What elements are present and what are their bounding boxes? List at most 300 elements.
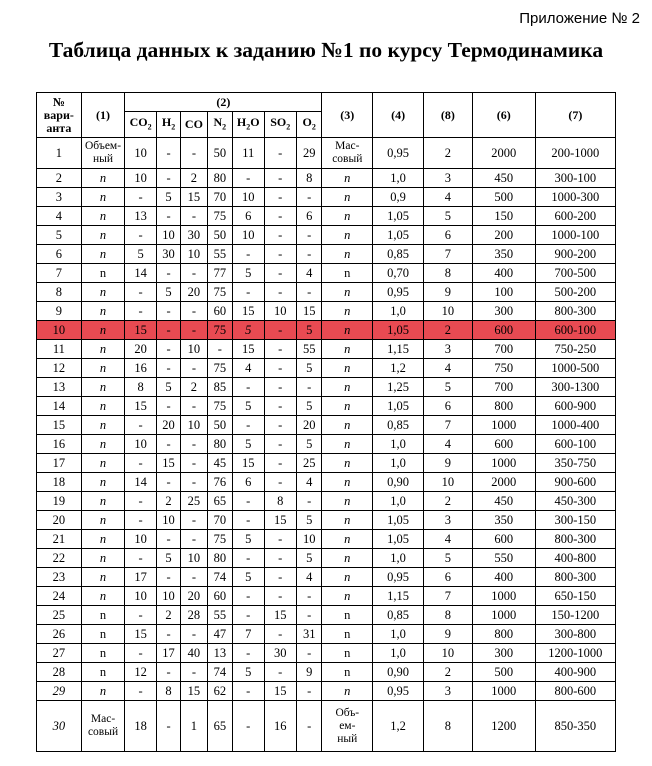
cell-col7: 150-1200 xyxy=(535,606,615,625)
cell-gas-5: - xyxy=(264,530,297,549)
cell-gas-1: - xyxy=(156,169,180,188)
cell-gas-4: - xyxy=(233,606,264,625)
cell-gas-1: 20 xyxy=(156,416,180,435)
cell-col3: n xyxy=(322,207,373,226)
cell-variant: 9 xyxy=(37,302,82,321)
header-col3: (3) xyxy=(322,93,373,138)
cell-gas-6: - xyxy=(297,682,322,701)
cell-col7: 600-100 xyxy=(535,321,615,340)
cell-gas-4: 15 xyxy=(233,302,264,321)
cell-col3: n xyxy=(322,416,373,435)
cell-col7: 300-1300 xyxy=(535,378,615,397)
table-row xyxy=(37,226,616,245)
cell-gas-3: 50 xyxy=(207,138,232,169)
cell-gas-1: 5 xyxy=(156,378,180,397)
cell-gas-3: 76 xyxy=(207,473,232,492)
cell-col8: 5 xyxy=(423,378,472,397)
table-row xyxy=(37,264,616,283)
cell-gas-1: 5 xyxy=(156,188,180,207)
table-row xyxy=(37,138,616,169)
cell-gas-6: 5 xyxy=(297,435,322,454)
cell-gas-0: 15 xyxy=(125,397,156,416)
cell-col7: 300-150 xyxy=(535,511,615,530)
cell-gas-4: 6 xyxy=(233,473,264,492)
cell-col7: 600-100 xyxy=(535,435,615,454)
cell-col4: 1,25 xyxy=(373,378,424,397)
header-gas-2 xyxy=(181,112,207,138)
cell-gas-1: 2 xyxy=(156,492,180,511)
cell-gas-2: - xyxy=(181,663,207,682)
table-row xyxy=(37,435,616,454)
cell-col6: 450 xyxy=(472,492,535,511)
cell-gas-1: - xyxy=(156,435,180,454)
cell-variant: 3 xyxy=(37,188,82,207)
cell-gas-0: - xyxy=(125,644,156,663)
cell-col1: n xyxy=(81,340,125,359)
cell-gas-6: 10 xyxy=(297,530,322,549)
cell-col4: 1,15 xyxy=(373,587,424,606)
cell-gas-2: 28 xyxy=(181,606,207,625)
cell-gas-6: 8 xyxy=(297,169,322,188)
cell-gas-1: - xyxy=(156,340,180,359)
table-row xyxy=(37,245,616,264)
cell-gas-1: 17 xyxy=(156,644,180,663)
cell-col1: Объем- ный xyxy=(81,138,125,169)
header-row-1 xyxy=(37,93,616,112)
cell-gas-2: - xyxy=(181,435,207,454)
cell-gas-5: - xyxy=(264,663,297,682)
cell-col8: 9 xyxy=(423,625,472,644)
cell-gas-0: - xyxy=(125,549,156,568)
cell-gas-6: - xyxy=(297,188,322,207)
cell-gas-3: 47 xyxy=(207,625,232,644)
cell-gas-2: 10 xyxy=(181,549,207,568)
cell-col7: 850-350 xyxy=(535,701,615,752)
cell-gas-3: 65 xyxy=(207,701,232,752)
cell-col1: n xyxy=(81,359,125,378)
cell-variant: 7 xyxy=(37,264,82,283)
header-col8: (8) xyxy=(423,93,472,138)
cell-col6: 600 xyxy=(472,530,535,549)
cell-col3: n xyxy=(322,302,373,321)
cell-col6: 600 xyxy=(472,435,535,454)
cell-gas-3: 55 xyxy=(207,606,232,625)
cell-col8: 7 xyxy=(423,587,472,606)
gas-sub: 2 xyxy=(171,122,176,132)
cell-gas-2: - xyxy=(181,511,207,530)
cell-col4: 0,85 xyxy=(373,416,424,435)
cell-gas-5: 10 xyxy=(264,302,297,321)
cell-col1: n xyxy=(81,169,125,188)
cell-gas-2: - xyxy=(181,302,207,321)
header-gas-5 xyxy=(264,112,297,138)
cell-col8: 7 xyxy=(423,416,472,435)
cell-gas-1: 5 xyxy=(156,283,180,302)
cell-gas-0: 13 xyxy=(125,207,156,226)
gas-base: CO xyxy=(129,114,148,129)
cell-col6: 300 xyxy=(472,302,535,321)
cell-gas-0: 5 xyxy=(125,245,156,264)
cell-gas-4: 5 xyxy=(233,264,264,283)
cell-gas-3: 75 xyxy=(207,397,232,416)
cell-gas-6: - xyxy=(297,492,322,511)
cell-col4: 1,0 xyxy=(373,435,424,454)
cell-gas-1: 10 xyxy=(156,226,180,245)
cell-col3: n xyxy=(322,321,373,340)
cell-col8: 8 xyxy=(423,606,472,625)
cell-gas-3: 80 xyxy=(207,169,232,188)
cell-gas-0: - xyxy=(125,188,156,207)
cell-variant: 20 xyxy=(37,511,82,530)
cell-gas-0: - xyxy=(125,682,156,701)
cell-gas-3: - xyxy=(207,340,232,359)
table-row xyxy=(37,359,616,378)
cell-col3: n xyxy=(322,606,373,625)
cell-gas-0: - xyxy=(125,454,156,473)
cell-gas-2: - xyxy=(181,625,207,644)
cell-col1: n xyxy=(81,283,125,302)
cell-col8: 7 xyxy=(423,245,472,264)
cell-gas-6: 31 xyxy=(297,625,322,644)
cell-col3: n xyxy=(322,549,373,568)
cell-gas-3: 85 xyxy=(207,378,232,397)
cell-col8: 3 xyxy=(423,511,472,530)
cell-col7: 900-200 xyxy=(535,245,615,264)
cell-gas-4: 5 xyxy=(233,663,264,682)
cell-col1: n xyxy=(81,606,125,625)
cell-gas-5: 8 xyxy=(264,492,297,511)
cell-col8: 3 xyxy=(423,682,472,701)
cell-col8: 8 xyxy=(423,701,472,752)
table-row xyxy=(37,682,616,701)
cell-gas-3: 13 xyxy=(207,644,232,663)
cell-col3: n xyxy=(322,492,373,511)
cell-gas-0: - xyxy=(125,302,156,321)
cell-gas-4: 5 xyxy=(233,568,264,587)
cell-col8: 2 xyxy=(423,138,472,169)
cell-gas-2: - xyxy=(181,397,207,416)
cell-col3: n xyxy=(322,226,373,245)
cell-col7: 800-300 xyxy=(535,302,615,321)
cell-variant: 10 xyxy=(37,321,82,340)
cell-col6: 300 xyxy=(472,644,535,663)
cell-gas-3: 75 xyxy=(207,530,232,549)
cell-col7: 750-250 xyxy=(535,340,615,359)
cell-col1: n xyxy=(81,435,125,454)
cell-gas-6: - xyxy=(297,606,322,625)
cell-col6: 800 xyxy=(472,397,535,416)
cell-gas-4: 5 xyxy=(233,397,264,416)
cell-col4: 1,0 xyxy=(373,625,424,644)
cell-gas-4: - xyxy=(233,587,264,606)
cell-gas-0: - xyxy=(125,283,156,302)
cell-gas-6: 20 xyxy=(297,416,322,435)
table-row xyxy=(37,321,616,340)
cell-gas-2: - xyxy=(181,321,207,340)
cell-col7: 600-200 xyxy=(535,207,615,226)
cell-col1: n xyxy=(81,245,125,264)
table-row xyxy=(37,701,616,752)
cell-gas-2: 30 xyxy=(181,226,207,245)
cell-gas-6: 25 xyxy=(297,454,322,473)
cell-gas-3: 50 xyxy=(207,416,232,435)
cell-gas-1: - xyxy=(156,625,180,644)
cell-gas-2: 10 xyxy=(181,245,207,264)
cell-gas-5: - xyxy=(264,283,297,302)
cell-gas-6: 5 xyxy=(297,397,322,416)
header-gas-4 xyxy=(233,112,264,138)
cell-gas-4: 5 xyxy=(233,435,264,454)
cell-gas-6: - xyxy=(297,587,322,606)
cell-col4: 0,95 xyxy=(373,682,424,701)
cell-gas-4: 10 xyxy=(233,226,264,245)
cell-gas-2: - xyxy=(181,359,207,378)
table-row xyxy=(37,644,616,663)
cell-gas-4: 7 xyxy=(233,625,264,644)
header-col1: (1) xyxy=(81,93,125,138)
cell-col1: n xyxy=(81,264,125,283)
cell-col7: 800-300 xyxy=(535,530,615,549)
cell-col3: n xyxy=(322,682,373,701)
cell-col8: 10 xyxy=(423,473,472,492)
table-row xyxy=(37,587,616,606)
cell-variant: 15 xyxy=(37,416,82,435)
cell-col4: 0,95 xyxy=(373,138,424,169)
cell-gas-1: - xyxy=(156,663,180,682)
cell-gas-5: - xyxy=(264,454,297,473)
cell-gas-4: - xyxy=(233,492,264,511)
cell-col4: 1,2 xyxy=(373,359,424,378)
cell-gas-1: - xyxy=(156,302,180,321)
cell-gas-4: 5 xyxy=(233,321,264,340)
cell-col3: n xyxy=(322,511,373,530)
gas-base: H xyxy=(236,114,247,129)
cell-col3: n xyxy=(322,530,373,549)
cell-col8: 2 xyxy=(423,492,472,511)
cell-col1: n xyxy=(81,644,125,663)
header-gas-0 xyxy=(125,112,156,138)
cell-gas-1: - xyxy=(156,568,180,587)
cell-gas-0: 15 xyxy=(125,625,156,644)
cell-col3: n xyxy=(322,435,373,454)
cell-variant: 4 xyxy=(37,207,82,226)
cell-gas-1: 10 xyxy=(156,587,180,606)
cell-gas-3: 75 xyxy=(207,207,232,226)
cell-col4: 0,90 xyxy=(373,473,424,492)
cell-gas-2: 10 xyxy=(181,340,207,359)
data-table xyxy=(36,92,616,752)
cell-gas-2: - xyxy=(181,568,207,587)
cell-gas-5: - xyxy=(264,321,297,340)
cell-col7: 500-200 xyxy=(535,283,615,302)
cell-col8: 10 xyxy=(423,302,472,321)
cell-col4: 1,05 xyxy=(373,321,424,340)
cell-col6: 1000 xyxy=(472,587,535,606)
cell-col8: 4 xyxy=(423,530,472,549)
table-row xyxy=(37,530,616,549)
cell-variant: 18 xyxy=(37,473,82,492)
cell-col8: 3 xyxy=(423,169,472,188)
cell-gas-4: 10 xyxy=(233,188,264,207)
cell-gas-2: 20 xyxy=(181,587,207,606)
cell-col8: 3 xyxy=(423,340,472,359)
cell-gas-5: - xyxy=(264,264,297,283)
cell-gas-1: 15 xyxy=(156,454,180,473)
gas-base: H xyxy=(161,114,172,129)
cell-col4: 0,70 xyxy=(373,264,424,283)
cell-gas-1: - xyxy=(156,207,180,226)
cell-col6: 550 xyxy=(472,549,535,568)
cell-variant: 27 xyxy=(37,644,82,663)
cell-gas-5: - xyxy=(264,226,297,245)
cell-col6: 800 xyxy=(472,625,535,644)
cell-col3: n xyxy=(322,283,373,302)
cell-gas-4: - xyxy=(233,682,264,701)
table-row xyxy=(37,492,616,511)
cell-gas-4: - xyxy=(233,378,264,397)
cell-col3: Мас- совый xyxy=(322,138,373,169)
cell-gas-0: - xyxy=(125,226,156,245)
cell-gas-4: - xyxy=(233,245,264,264)
cell-gas-3: 70 xyxy=(207,188,232,207)
cell-col8: 6 xyxy=(423,568,472,587)
cell-col6: 200 xyxy=(472,226,535,245)
cell-col4: 1,0 xyxy=(373,549,424,568)
cell-col4: 1,05 xyxy=(373,226,424,245)
cell-gas-3: 65 xyxy=(207,492,232,511)
cell-variant: 28 xyxy=(37,663,82,682)
cell-gas-0: 10 xyxy=(125,435,156,454)
cell-gas-2: - xyxy=(181,207,207,226)
cell-gas-3: 74 xyxy=(207,568,232,587)
cell-col8: 5 xyxy=(423,207,472,226)
cell-col1: n xyxy=(81,473,125,492)
cell-gas-2: 15 xyxy=(181,682,207,701)
cell-col6: 1000 xyxy=(472,606,535,625)
gas-sub: 2 xyxy=(311,122,316,132)
cell-gas-0: 10 xyxy=(125,169,156,188)
cell-variant: 14 xyxy=(37,397,82,416)
cell-col7: 600-900 xyxy=(535,397,615,416)
cell-col3: n xyxy=(322,359,373,378)
header-gas-6 xyxy=(297,112,322,138)
cell-col1: n xyxy=(81,663,125,682)
cell-col1: n xyxy=(81,378,125,397)
cell-gas-6: - xyxy=(297,644,322,663)
table-row xyxy=(37,473,616,492)
cell-gas-0: 10 xyxy=(125,530,156,549)
cell-col4: 0,9 xyxy=(373,188,424,207)
gas-sub: 2 xyxy=(147,122,152,132)
cell-col4: 1,05 xyxy=(373,397,424,416)
cell-gas-2: 40 xyxy=(181,644,207,663)
cell-col3: n xyxy=(322,625,373,644)
cell-gas-5: - xyxy=(264,549,297,568)
cell-gas-0: 14 xyxy=(125,264,156,283)
cell-col7: 1000-400 xyxy=(535,416,615,435)
cell-col6: 2000 xyxy=(472,138,535,169)
cell-gas-1: 8 xyxy=(156,682,180,701)
cell-gas-6: - xyxy=(297,245,322,264)
table-row xyxy=(37,416,616,435)
cell-gas-6: 5 xyxy=(297,511,322,530)
cell-gas-0: 20 xyxy=(125,340,156,359)
cell-gas-4: - xyxy=(233,169,264,188)
cell-gas-0: 18 xyxy=(125,701,156,752)
cell-col7: 200-1000 xyxy=(535,138,615,169)
cell-col3: n xyxy=(322,378,373,397)
cell-col1: n xyxy=(81,492,125,511)
gas-sub: 2 xyxy=(246,122,251,132)
cell-gas-5: - xyxy=(264,138,297,169)
cell-gas-5: - xyxy=(264,245,297,264)
cell-gas-2: - xyxy=(181,454,207,473)
cell-gas-6: 5 xyxy=(297,321,322,340)
cell-gas-5: - xyxy=(264,625,297,644)
cell-col3: n xyxy=(322,568,373,587)
cell-col6: 2000 xyxy=(472,473,535,492)
cell-col4: 0,95 xyxy=(373,568,424,587)
cell-col4: 1,0 xyxy=(373,169,424,188)
table-row xyxy=(37,302,616,321)
cell-col1: Мас- совый xyxy=(81,701,125,752)
cell-col8: 4 xyxy=(423,359,472,378)
cell-col3: n xyxy=(322,245,373,264)
cell-col4: 1,0 xyxy=(373,454,424,473)
cell-gas-2: - xyxy=(181,264,207,283)
cell-gas-5: - xyxy=(264,207,297,226)
cell-col1: n xyxy=(81,416,125,435)
cell-col8: 6 xyxy=(423,226,472,245)
cell-gas-1: - xyxy=(156,701,180,752)
cell-gas-1: - xyxy=(156,359,180,378)
cell-col3: n xyxy=(322,644,373,663)
cell-gas-3: 80 xyxy=(207,435,232,454)
cell-gas-0: 16 xyxy=(125,359,156,378)
cell-col4: 0,85 xyxy=(373,606,424,625)
cell-gas-1: - xyxy=(156,264,180,283)
gas-base: SO xyxy=(270,114,287,129)
cell-gas-6: 6 xyxy=(297,207,322,226)
gas-base: O xyxy=(302,114,312,129)
cell-gas-0: - xyxy=(125,606,156,625)
cell-col4: 1,05 xyxy=(373,207,424,226)
cell-gas-3: 60 xyxy=(207,302,232,321)
cell-gas-3: 74 xyxy=(207,663,232,682)
cell-variant: 17 xyxy=(37,454,82,473)
cell-col8: 9 xyxy=(423,454,472,473)
cell-col3: n xyxy=(322,587,373,606)
cell-col8: 2 xyxy=(423,663,472,682)
cell-gas-1: 30 xyxy=(156,245,180,264)
cell-variant: 2 xyxy=(37,169,82,188)
cell-variant: 21 xyxy=(37,530,82,549)
cell-gas-4: 5 xyxy=(233,530,264,549)
cell-gas-4: - xyxy=(233,416,264,435)
cell-gas-4: 4 xyxy=(233,359,264,378)
cell-gas-2: 25 xyxy=(181,492,207,511)
cell-gas-0: 10 xyxy=(125,587,156,606)
cell-gas-5: - xyxy=(264,587,297,606)
cell-gas-6: 9 xyxy=(297,663,322,682)
cell-gas-6: 5 xyxy=(297,359,322,378)
cell-col4: 0,95 xyxy=(373,283,424,302)
header-col2: (2) xyxy=(125,93,322,112)
cell-col1: n xyxy=(81,397,125,416)
cell-gas-6: 5 xyxy=(297,549,322,568)
cell-col7: 900-600 xyxy=(535,473,615,492)
cell-col6: 100 xyxy=(472,283,535,302)
